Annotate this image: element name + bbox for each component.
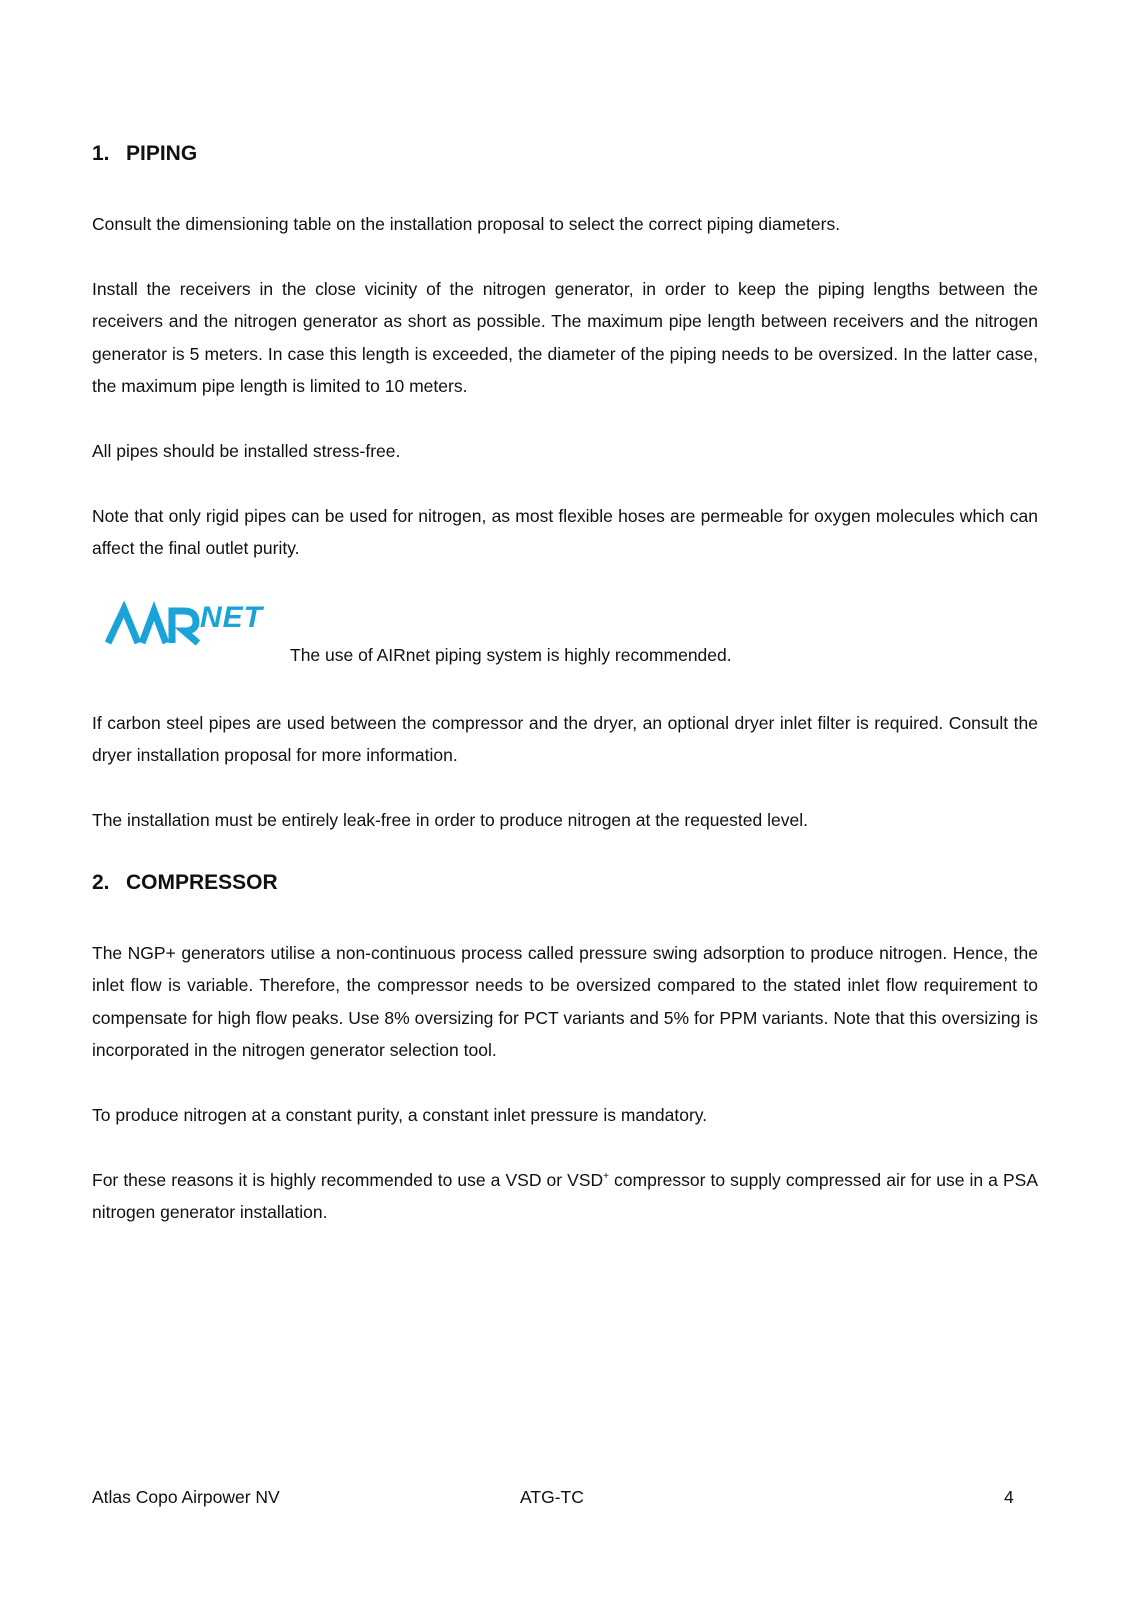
section-title: PIPING [126,142,198,165]
section-heading-piping [92,140,1038,168]
section-title: COMPRESSOR [126,870,278,894]
paragraph-rigid-pipes: Note that only rigid pipes can be used for nitrogen, as most flexible hoses are permeable for oxygen molecules which can affect the final outlet purity. [92,505,1038,559]
paragraph-consult-table: Consult the dimensioning table on the installation proposal to select the correct piping diameters. [92,214,841,234]
section-number: 1. [92,142,110,165]
vsd-plus-superscript: + [603,1170,609,1182]
footer-department: ATG-TC [520,1487,584,1507]
footer-page-number: 4 [1004,1487,1014,1507]
paragraph-stress-free: All pipes should be installed stress-free. [92,440,401,461]
airnet-recommendation-text: The use of AIRnet piping system is highly recommended. [290,644,732,665]
paragraph-install-receivers: Install the receivers in the close vicinity of the nitrogen generator, in order to keep the piping lengths between the receivers and the nitrogen generator as short as possible. The maximum pipe length between receivers and the nitrogen generator is 5 meters. In case this length is exceeded, the diameter of the piping needs to be oversized. In the latter case, the maximum pipe length is limited to 10 meters. [92,278,1038,397]
section-number: 2. [92,870,110,894]
section-heading-compressor [92,869,1038,897]
airnet-logo [104,597,274,649]
footer-company: Atlas Copo Airpower NV [92,1487,280,1507]
vsd-text-before: For these reasons it is highly recommended to use a VSD or VSD [92,1169,604,1190]
paragraph-leak-free: The installation must be entirely leak-free in order to produce nitrogen at the requested level. [92,809,808,830]
page-content [92,128,1038,1229]
airnet-recommendation [92,595,1038,707]
paragraph-ngp-generators: The NGP+ generators utilise a non-continuous process called pressure swing adsorption to produce nitrogen. Hence, the inlet flow is variable. Therefore, the compressor needs to be oversized compared to the stated inlet flow requirement to compensate for high flow peaks. Use 8% oversizing for PCT variants and 5% for PPM variants. Note that this oversizing is incorporated in the nitrogen generator selection tool. [92,942,1038,1061]
vsd-text-after: compressor to supply compressed air for use in a PSA nitrogen generator installation. [92,1169,1038,1223]
paragraph-constant-pressure: To produce nitrogen at a constant purity, a constant inlet pressure is mandatory. [92,1104,708,1125]
svg-text:NET: NET [200,600,263,634]
paragraph-carbon-steel: If carbon steel pipes are used between the compressor and the dryer, an optional dryer inlet filter is required. Consult the dryer installation proposal for more information. [92,712,1038,766]
paragraph-vsd-recommendation [92,1164,1038,1229]
